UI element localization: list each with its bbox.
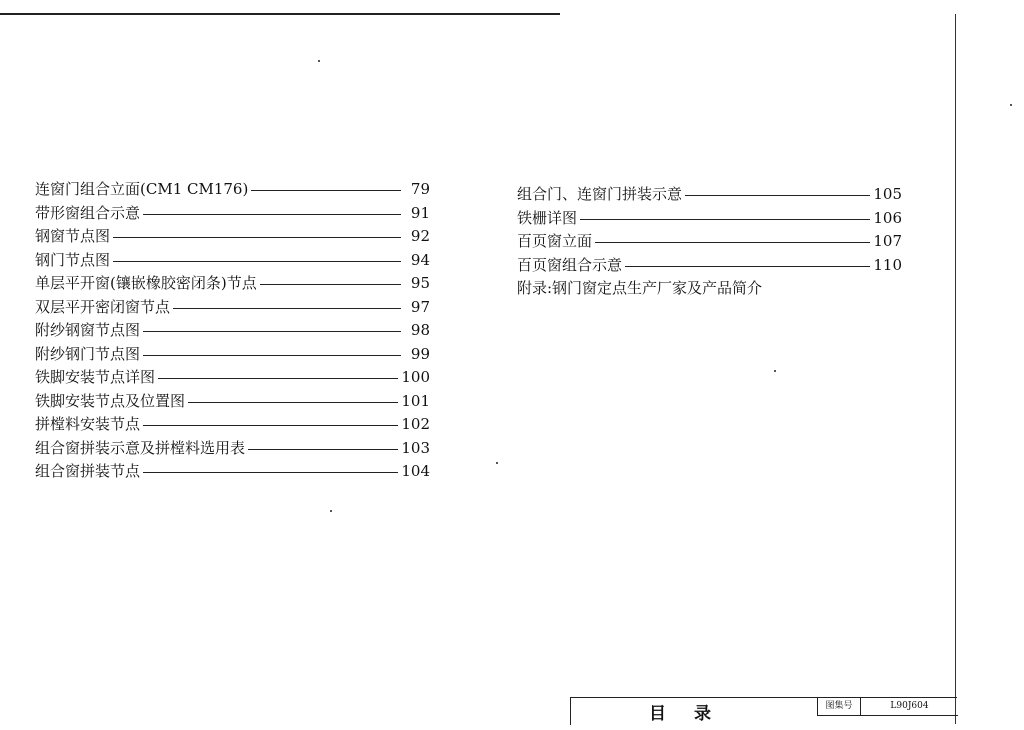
toc-leader-line	[173, 308, 401, 309]
toc-entry	[517, 207, 902, 231]
title-block-atlas-number: L90J604	[860, 698, 958, 716]
toc-entry-page: 103	[401, 438, 430, 457]
toc-entry-title: 拼樘料安装节点	[35, 415, 141, 433]
toc-leader-line	[143, 331, 401, 332]
toc-entry-title: 组合窗拼装节点	[35, 462, 141, 480]
toc-entry	[35, 202, 430, 226]
toc-leader-line	[113, 261, 401, 262]
toc-entry	[517, 254, 902, 278]
toc-entry	[35, 249, 430, 273]
toc-entry	[517, 183, 902, 207]
toc-entry	[35, 272, 430, 296]
toc-leader-line	[143, 425, 398, 426]
toc-entry	[517, 277, 902, 301]
toc-entry-page: 105	[873, 185, 902, 203]
toc-entry-page: 79	[410, 180, 430, 198]
toc-entry	[35, 413, 430, 437]
scan-speck	[774, 370, 776, 372]
toc-entry	[35, 366, 430, 390]
toc-entry-title: 附录:钢门窗定点生产厂家及产品简介	[517, 279, 763, 297]
scan-speck	[330, 510, 332, 512]
toc-right-column	[517, 183, 902, 301]
toc-entry	[35, 390, 430, 414]
toc-leader-line	[143, 472, 398, 473]
toc-left-column	[35, 178, 430, 484]
scan-speck	[496, 462, 498, 464]
toc-entry-title: 铁栅详图	[517, 208, 578, 227]
toc-leader-line	[143, 214, 401, 215]
title-block-atlas-label: 图集号	[817, 698, 860, 716]
toc-entry-page: 97	[410, 297, 430, 316]
toc-entry	[35, 225, 430, 249]
toc-entry-page: 104	[401, 462, 430, 480]
toc-entry	[35, 319, 430, 343]
right-frame-line	[955, 14, 956, 724]
toc-leader-line	[158, 378, 398, 379]
toc-leader-line	[260, 284, 401, 285]
toc-entry-page: 100	[401, 368, 430, 386]
scan-speck	[318, 60, 320, 62]
toc-leader-line	[251, 190, 401, 191]
toc-entry-page: 101	[401, 391, 430, 410]
toc-entry-title: 单层平开窗(镶嵌橡胶密闭条)节点	[35, 274, 257, 292]
toc-entry	[35, 343, 430, 367]
toc-entry-title: 组合门、连窗门拼装示意	[517, 185, 683, 203]
title-block	[570, 697, 957, 725]
toc-leader-line	[595, 242, 870, 243]
toc-entry	[517, 230, 902, 254]
toc-entry	[35, 437, 430, 461]
top-border-line	[0, 13, 560, 15]
toc-entry-title: 带形窗组合示意	[35, 203, 141, 222]
toc-entry-title: 连窗门组合立面(CM1 CM176)	[35, 180, 249, 198]
toc-entry-title: 铁脚安装节点及位置图	[35, 391, 186, 410]
toc-entry-page: 98	[410, 321, 430, 339]
toc-entry-page: 91	[410, 203, 430, 222]
toc-entry-title: 组合窗拼装示意及拼樘料选用表	[35, 438, 246, 457]
toc-entry-title: 百页窗组合示意	[517, 255, 623, 274]
toc-leader-line	[188, 402, 398, 403]
toc-leader-line	[143, 355, 401, 356]
toc-entry-page: 99	[410, 344, 430, 363]
toc-entry-page: 107	[873, 232, 902, 250]
toc-entry-title: 附纱钢窗节点图	[35, 321, 141, 339]
toc-entry-page: 106	[873, 208, 902, 227]
toc-leader-line	[685, 195, 870, 196]
toc-leader-line	[248, 449, 398, 450]
toc-entry-page: 94	[410, 250, 430, 269]
toc-entry	[35, 178, 430, 202]
toc-entry-page: 110	[873, 255, 902, 274]
toc-leader-line	[625, 266, 870, 267]
toc-entry-page: 102	[401, 415, 430, 433]
toc-entry-page: 92	[410, 227, 430, 245]
toc-entry	[35, 296, 430, 320]
toc-entry	[35, 460, 430, 484]
toc-entry-title: 铁脚安装节点详图	[35, 368, 156, 386]
toc-entry-title: 双层平开密闭窗节点	[35, 297, 171, 316]
toc-entry-title: 百页窗立面	[517, 232, 593, 250]
toc-entry-title: 钢门节点图	[35, 250, 111, 269]
toc-entry-title: 附纱钢门节点图	[35, 344, 141, 363]
toc-entry-page: 95	[410, 274, 430, 292]
title-block-main: 目录	[649, 704, 739, 724]
toc-entry-title: 钢窗节点图	[35, 227, 111, 245]
toc-leader-line	[580, 219, 870, 220]
scan-speck	[1010, 104, 1012, 106]
toc-leader-line	[113, 237, 401, 238]
